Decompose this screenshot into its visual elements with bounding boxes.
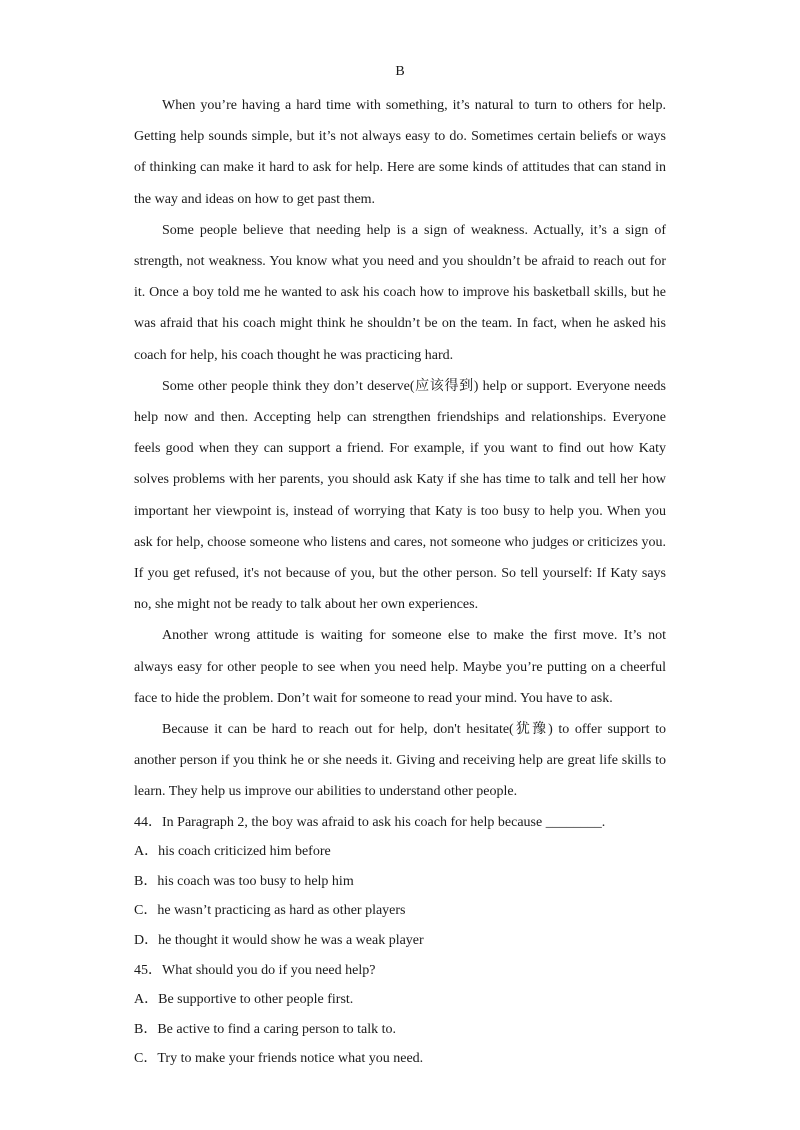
option-letter: B． [134, 1021, 158, 1037]
option-b [134, 867, 666, 897]
question-45 [134, 956, 666, 1074]
option-text: his coach criticized him before [158, 844, 331, 860]
question-stem [134, 808, 666, 838]
option-b [134, 1015, 666, 1045]
option-d [134, 926, 666, 956]
passage-paragraph-2: Some people believe that needing help is a sign of weakness. Actually, it’s a sign of strength, not weakness. You know what you need and you shouldn’t be afraid to reach out for it. Once a boy told me he wanted to ask his coach how to improve his basketball skills, but he was afraid that his coach might think he shouldn’t be on the team. In fact, when he asked his coach for help, his coach thought he was practicing hard. [134, 222, 666, 363]
question-stem [134, 956, 666, 986]
question-number: 44． [134, 814, 162, 830]
option-c [134, 896, 666, 926]
question-44 [134, 808, 666, 956]
option-text: he wasn’t practicing as hard as other players [157, 903, 406, 919]
option-letter: B． [134, 873, 158, 889]
option-a [134, 985, 666, 1015]
option-letter: C． [134, 1051, 158, 1067]
passage-paragraph-1: When you’re having a hard time with something, it’s natural to turn to others for help. Getting help sounds simple, but it’s not always easy to do. Sometimes certain beliefs or ways of thinking can make it hard to ask for help. Here are some kinds of attitudes that can stand in the way and ideas on how to get past them. [134, 98, 666, 207]
option-text: he thought it would show he was a weak player [158, 933, 424, 949]
option-text: Be active to find a caring person to talk to. [157, 1021, 397, 1037]
passage-paragraph-4: Another wrong attitude is waiting for someone else to make the first move. It’s not always easy for other people to see when you need help. Maybe you’re putting on a cheerful face to hide the problem. Don’t wait for someone to read your mind. You have to ask. [134, 628, 666, 706]
option-text: Be supportive to other people first. [158, 992, 354, 1008]
option-letter: D． [134, 933, 159, 949]
question-number: 45． [134, 962, 162, 978]
section-label: B [395, 64, 405, 79]
option-text: Try to make your friends notice what you need. [157, 1051, 424, 1067]
passage-paragraph-5: Because it can be hard to reach out for help, don't hesitate(犹豫) to offer support to another person if you think he or she needs it. Giving and receiving help are great life skills to learn. They help us improve our abilities to understand other people. [134, 722, 666, 800]
document-page [134, 62, 666, 1074]
option-letter: A． [134, 992, 159, 1008]
question-text: In Paragraph 2, the boy was afraid to ask his coach for help because ________. [162, 814, 606, 830]
question-text: What should you do if you need help? [162, 962, 376, 978]
option-a [134, 837, 666, 867]
option-letter: A． [134, 844, 159, 860]
reading-passage [134, 90, 666, 808]
option-text: his coach was too busy to help him [157, 873, 354, 889]
option-c [134, 1044, 666, 1074]
option-letter: C． [134, 903, 158, 919]
passage-paragraph-3: Some other people think they don’t deserve(应该得到) help or support. Everyone needs help now and then. Accepting help can strengthen friendships and relationships. Everyone feels good when they can support a friend. For example, if you want to find out how Katy solves problems with her parents, you should ask Katy if she has time to talk and tell her how important her viewpoint is, instead of worrying that Katy is too busy to help you. When you ask for help, choose someone who listens and cares, not someone who judges or criticizes you. If you get refused, it's not because of you, but the other person. So tell yourself: If Katy says no, she might not be ready to talk about her own experiences. [134, 378, 666, 613]
